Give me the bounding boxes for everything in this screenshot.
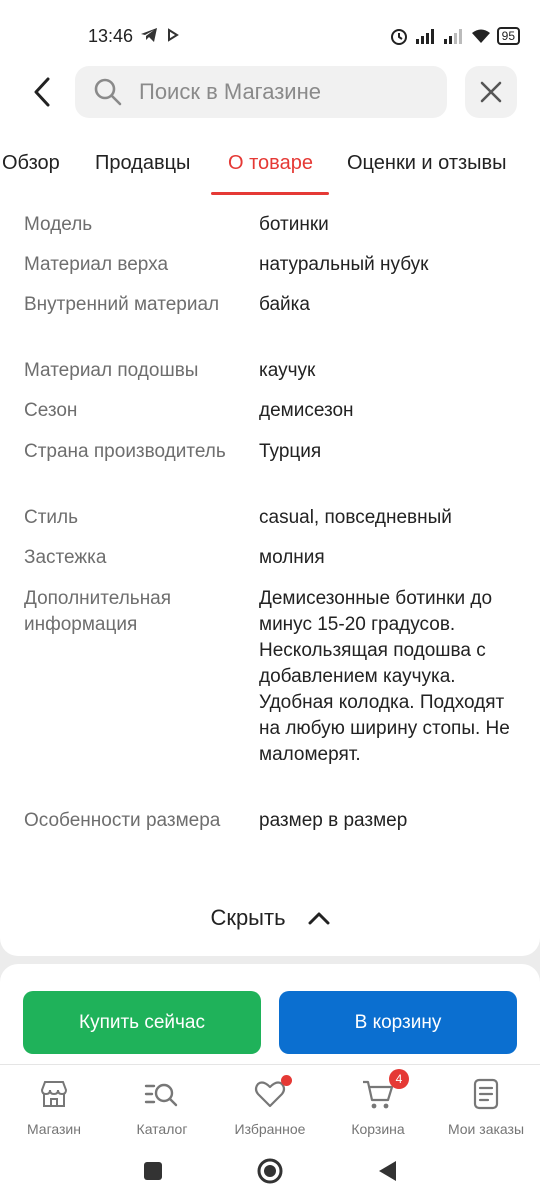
nav-item-orders[interactable]	[432, 1077, 540, 1137]
spec-value: каучук	[259, 360, 316, 381]
heart-icon	[254, 1077, 286, 1111]
spec-value: демисезон	[259, 400, 354, 421]
spec-label: Особенности размера	[24, 810, 221, 831]
play-icon	[166, 27, 180, 43]
spec-label: Страна производитель	[24, 441, 226, 462]
cart-icon	[361, 1072, 403, 1111]
triangle-back-icon	[376, 1159, 398, 1183]
hide-details-button[interactable]	[0, 892, 540, 944]
chevron-left-icon	[31, 76, 53, 108]
status-time: 13:46	[88, 26, 134, 46]
signal-icon	[415, 28, 437, 44]
spec-value: байка	[259, 294, 310, 315]
status-bar	[0, 0, 540, 60]
spec-value: casual, повседневный	[259, 507, 452, 528]
nav-item-favorites[interactable]	[216, 1077, 324, 1137]
back-button[interactable]	[22, 72, 62, 112]
recents-button[interactable]	[138, 1156, 168, 1186]
wifi-icon	[471, 28, 491, 44]
spec-value: молния	[259, 547, 325, 568]
home-button[interactable]	[255, 1156, 285, 1186]
search-header	[0, 60, 540, 128]
tab-sellers[interactable]: Продавцы	[95, 152, 191, 174]
nav-label: Избранное	[234, 1121, 306, 1137]
spec-label: Модель	[24, 214, 93, 235]
alarm-icon	[389, 26, 409, 46]
tab-about-product[interactable]: О товаре	[228, 152, 313, 174]
spec-value: Турция	[259, 441, 322, 462]
nav-label: Каталог	[136, 1121, 188, 1137]
nav-item-cart[interactable]	[324, 1072, 432, 1137]
nav-label: Мои заказы	[447, 1121, 525, 1137]
store-icon	[38, 1077, 70, 1111]
spec-label: Стиль	[24, 507, 79, 528]
chevron-up-icon	[308, 911, 330, 925]
spec-value: ботинки	[259, 214, 329, 235]
spec-label: Материал подошвы	[24, 360, 199, 381]
spec-label: Внутренний материал	[24, 294, 220, 315]
battery-indicator: 95	[497, 27, 520, 45]
spec-value: размер в размер	[259, 810, 408, 831]
clear-search-button[interactable]	[465, 66, 517, 118]
status-right	[389, 26, 520, 46]
spec-label: Материал верха	[24, 254, 169, 275]
nav-item-catalog[interactable]	[108, 1077, 216, 1137]
active-tab-indicator	[211, 192, 329, 195]
nav-label: Корзина	[351, 1121, 405, 1137]
status-left-icons	[140, 27, 180, 43]
tab-overview[interactable]: Обзор	[2, 152, 60, 174]
search-input[interactable]	[137, 78, 421, 106]
product-tabs	[0, 128, 540, 196]
buy-now-button[interactable]: Купить сейчас	[23, 991, 261, 1054]
tab-reviews[interactable]: Оценки и отзывы	[347, 152, 507, 174]
search-icon	[93, 77, 123, 107]
system-back-button[interactable]	[372, 1156, 402, 1186]
hide-label: Скрыть	[210, 905, 286, 930]
nav-label: Магазин	[26, 1121, 81, 1137]
catalog-search-icon	[144, 1077, 180, 1111]
signal-icon-2	[443, 28, 465, 44]
spec-label: Дополнительная информация	[24, 588, 172, 635]
spec-value: Демисезонные ботинки до минус 15-20 градусов. Нескользящая подошва с добавлением каучука. Удобная колодка. Подходят на любую ширину стопы. Не маломерят.	[259, 588, 510, 765]
cart-count-badge: 4	[389, 1069, 409, 1089]
favorites-dot	[281, 1075, 292, 1086]
spec-label: Застежка	[24, 547, 107, 568]
product-specs-card	[0, 196, 540, 956]
telegram-icon	[140, 27, 158, 43]
spec-label: Сезон	[24, 400, 78, 421]
circle-icon	[256, 1157, 284, 1185]
system-navigation-bar	[0, 1144, 540, 1200]
square-icon	[143, 1161, 163, 1181]
search-box[interactable]	[75, 66, 447, 118]
nav-item-store[interactable]	[0, 1077, 108, 1137]
orders-icon	[472, 1077, 500, 1111]
spec-value: натуральный нубук	[259, 254, 429, 275]
add-to-cart-button[interactable]: В корзину	[279, 991, 517, 1054]
bottom-navigation	[0, 1064, 540, 1145]
purchase-actions	[0, 964, 540, 1064]
close-icon	[479, 80, 503, 104]
